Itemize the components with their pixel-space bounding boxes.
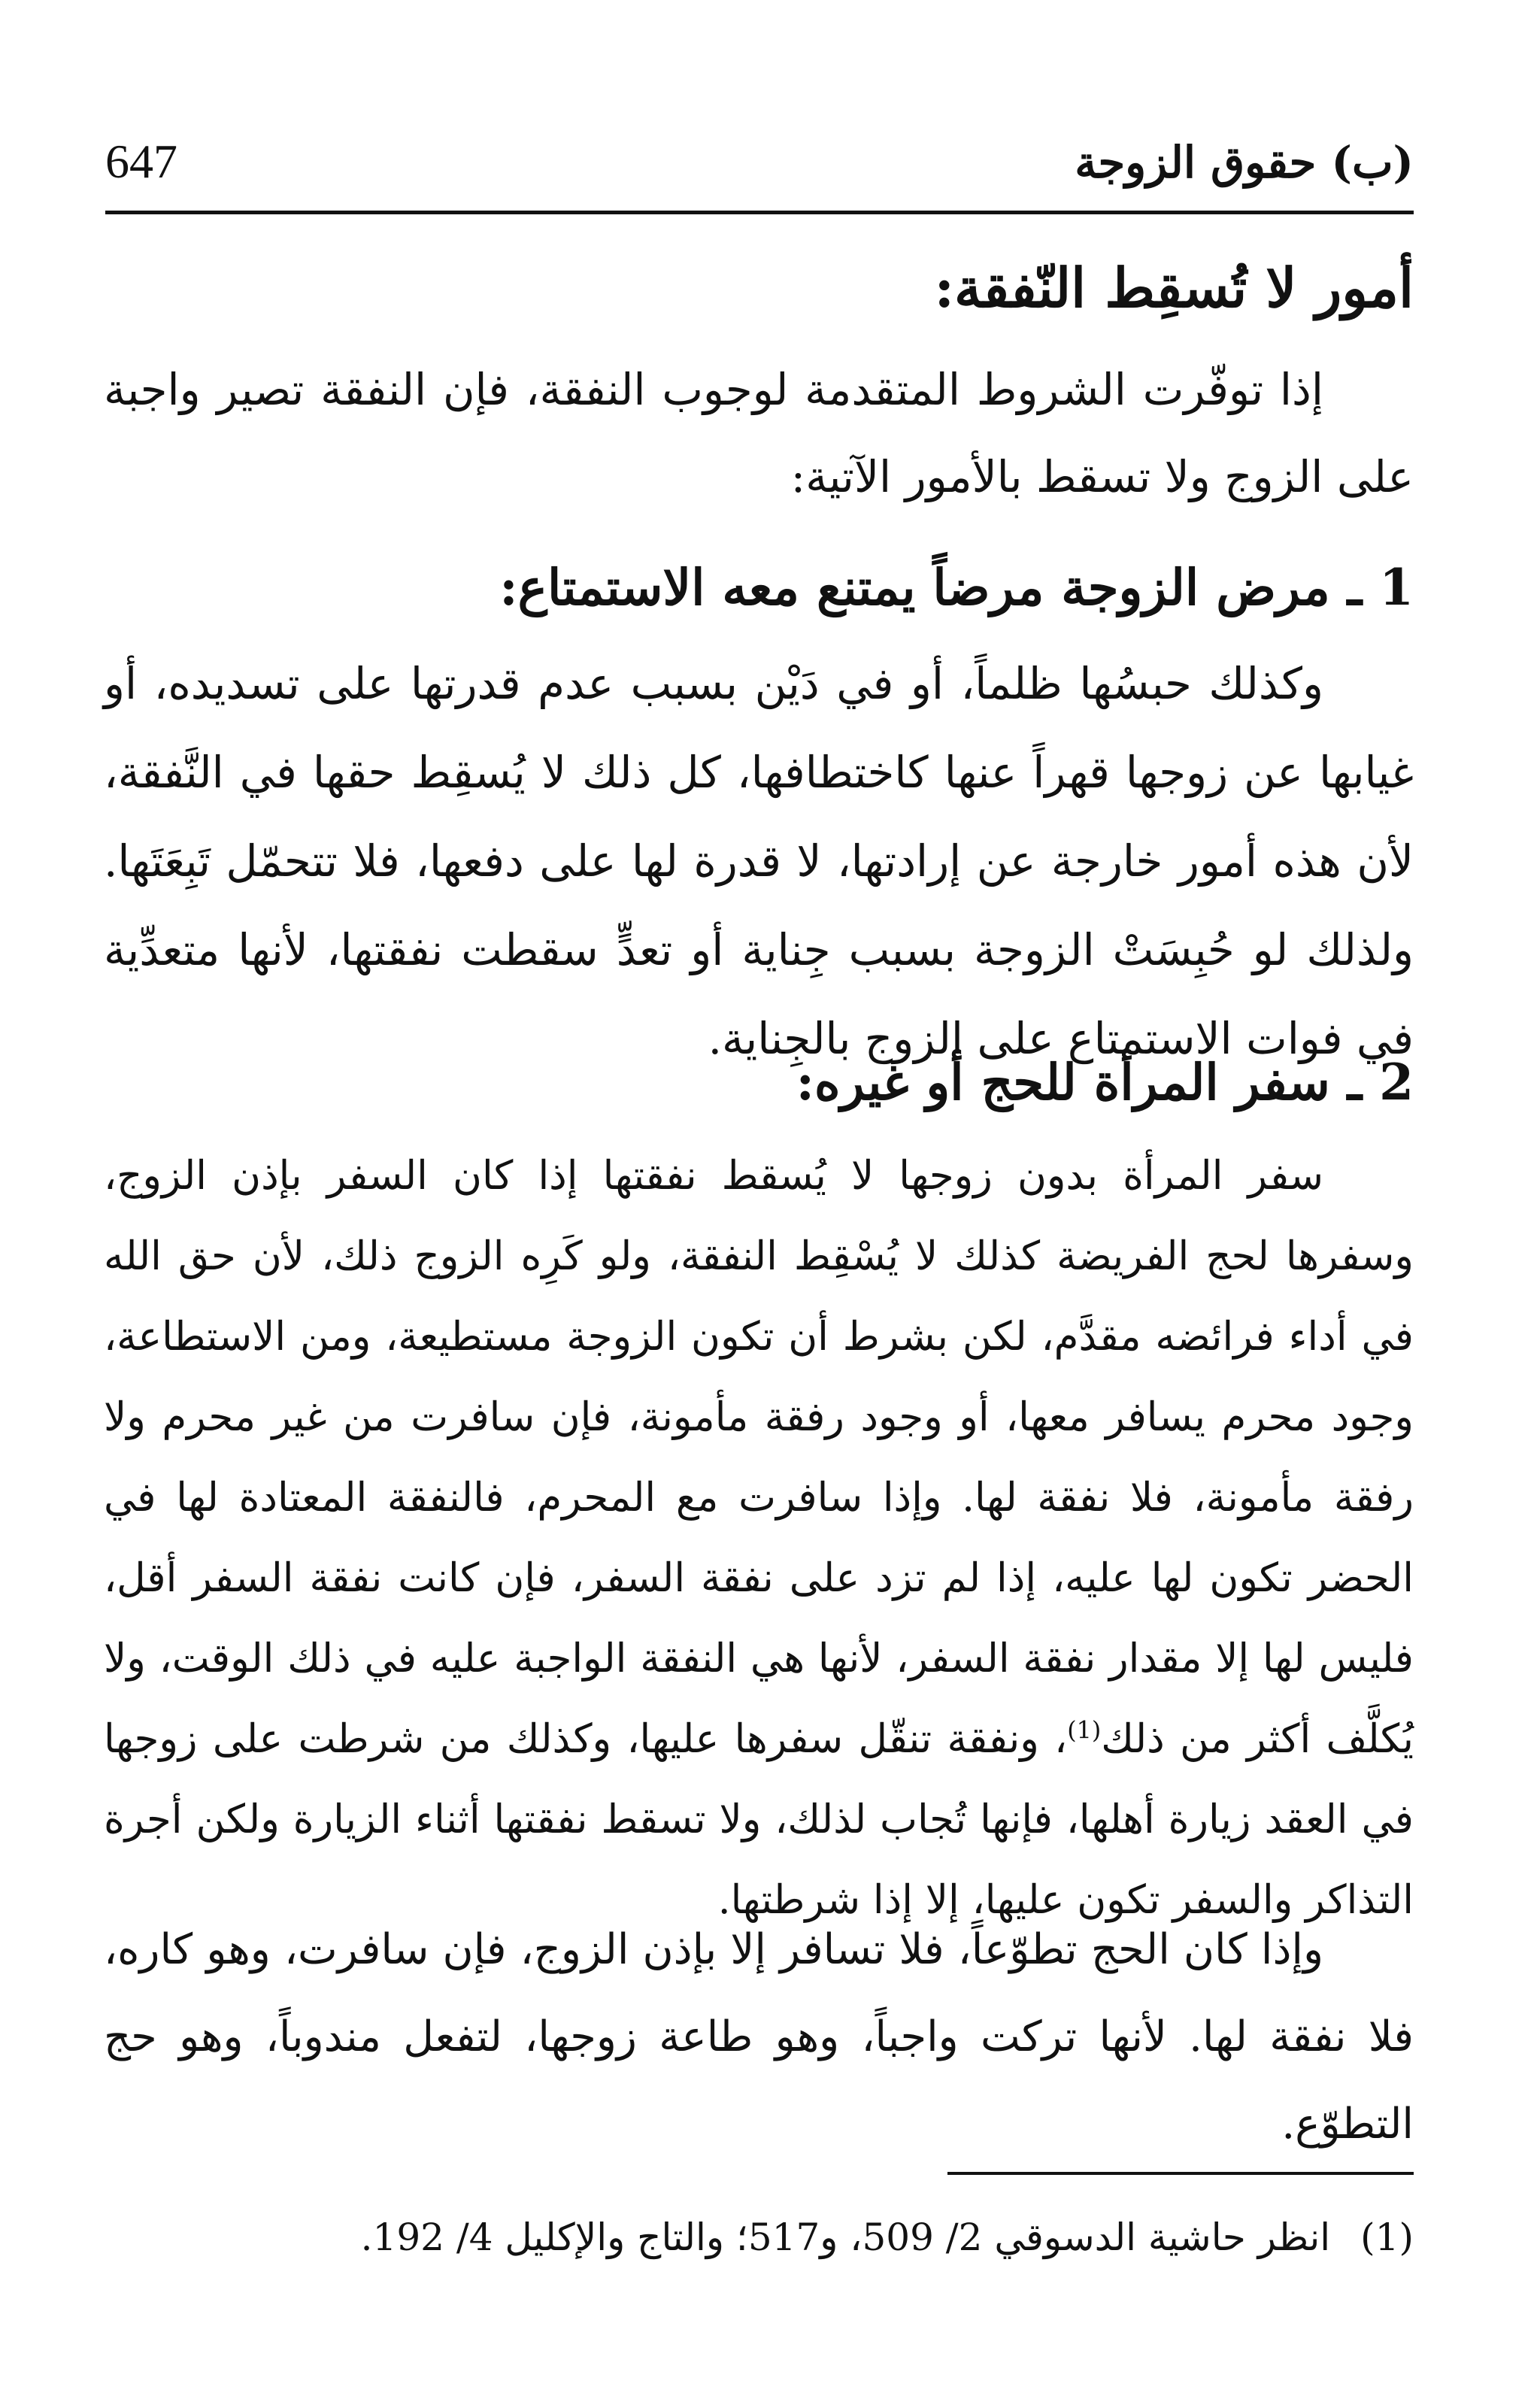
chapter-title: (ب) حقوق الزوجة [1075,137,1414,188]
footnote-text: انظر حاشية الدسوقي 2/ 509، و517؛ والتاج والإكليل 4/ 192. [360,2215,1331,2259]
paragraph-voluntary-hajj [104,1906,1414,2168]
page-number: 647 [105,135,177,188]
intro-paragraph [104,346,1414,520]
travel-text-part2: ، ونفقة تنقّل سفرها عليها، وكذلك من شرطت على زوجها في العقد زيارة أهلها، فإنها تُجاب لذلك، ولا تسقط نفقتها أثناء الزيارة ولكن أجرة التذاكر والسفر تكون عليها، إلا إذا شرطتها. [104,1716,1414,1923]
subheading-travel: 2 ـ سفر المرأة للحج أو غيره: [796,1053,1414,1112]
section-heading: أمور لا تُسقِط النّفقة: [934,256,1414,320]
intro-text: إذا توفّرت الشروط المتقدمة لوجوب النفقة، فإن النفقة تصير واجبة على الزوج ولا تسقط بالأمور الآتية: [104,364,1414,502]
voluntary-hajj-text: وإذا كان الحج تطوّعاً، فلا تسافر إلا بإذن الزوج، فإن سافرت، وهو كاره، فلا نفقة لها. لأنها تركت واجباً، وهو طاعة زوجها، لتفعل مندوباً، وهو حج التطوّع. [104,1925,1414,2149]
footnote-divider [947,2172,1414,2175]
footnote [104,2207,1414,2267]
subheading-illness: 1 ـ مرض الزوجة مرضاً يمتنع معه الاستمتاع: [499,558,1414,617]
running-header [105,128,1414,203]
paragraph-illness [104,639,1414,1083]
footnote-marker: (1) [1360,2215,1414,2259]
header-divider [105,211,1414,214]
illness-text: وكذلك حبسُها ظلماً، أو في دَيْن بسبب عدم قدرتها على تسديده، أو غيابها عن زوجها قهراً عنها كاختطافها، كل ذلك لا يُسقِط حقها في النَّفقة، لأن هذه أمور خارجة عن إرادتها، لا قدرة لها على دفعها، فلا تتحمّل تَبِعَتَها. ولذلك لو حُبِسَتْ الزوجة بسبب جِناية أو تعدٍّ سقطت نفقتها، لأنها متعدِّية في فوات الاستمتاع على الزوج بالجِناية. [104,658,1414,1064]
paragraph-travel [104,1136,1414,1940]
travel-text-part1: سفر المرأة بدون زوجها لا يُسقط نفقتها إذا كان السفر بإذن الزوج، وسفرها لحج الفريضة كذلك لا يُسْقِط النفقة، ولو كَرِه الزوج ذلك، لأن حق الله في أداء فرائضه مقدَّم، لكن بشرط أن تكون الزوجة مستطيعة، ومن الاستطاعة، وجود محرم يسافر معها، أو وجود رفقة مأمونة، فإن سافرت من غير محرم ولا رفقة مأمونة، فلا نفقة لها. وإذا سافرت مع المحرم، فالنفقة المعتادة لها في الحضر تكون لها عليه، إذا لم تزد على نفقة السفر، فإن كانت نفقة السفر أقل، فليس لها إلا مقدار نفقة السفر، لأنها هي النفقة الواجبة عليه في ذلك الوقت، ولا يُكلَّف أكثر من ذلك [104,1153,1414,1762]
footnote-reference[interactable]: (1) [1067,1716,1102,1745]
